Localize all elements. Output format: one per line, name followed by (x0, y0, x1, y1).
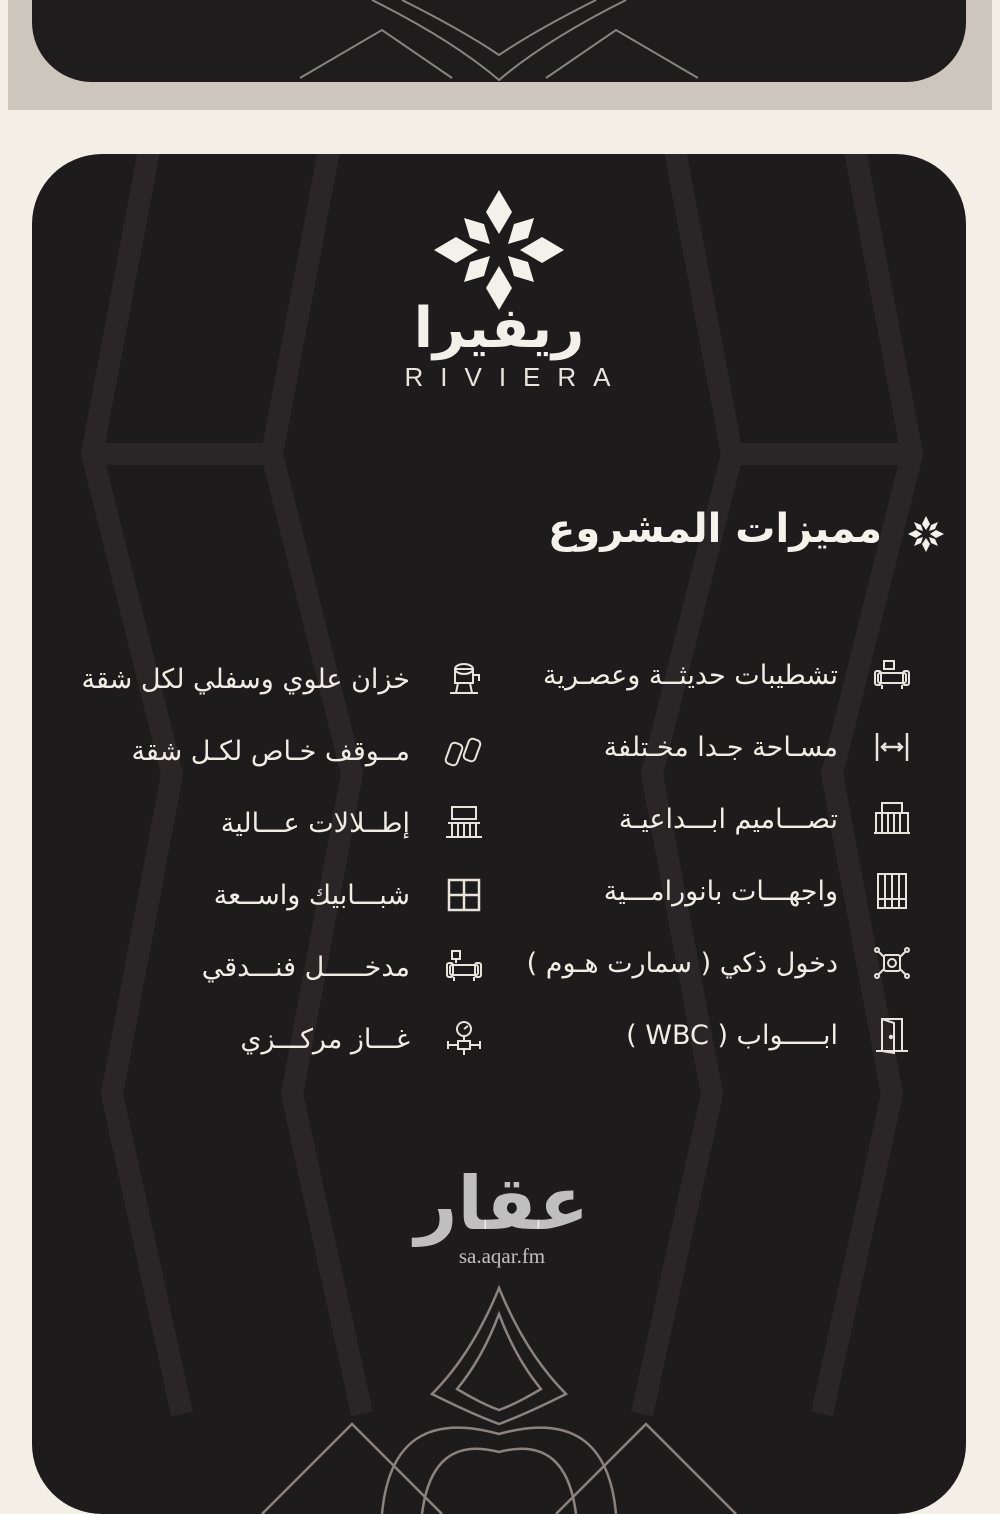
feature-label: تشطيبات حديثــة وعصـرية (542, 659, 838, 691)
door-icon (872, 1015, 912, 1055)
feature-item (64, 1014, 484, 1064)
balcony-icon (444, 803, 484, 843)
smart-home-icon (872, 943, 912, 983)
facade-icon (872, 871, 912, 911)
watermark-url: sa.aqar.fm (458, 1244, 546, 1268)
feature-item (492, 722, 912, 772)
building-icon (872, 799, 912, 839)
feature-label: شبـــابيك واســعة (213, 879, 410, 911)
window-icon (444, 875, 484, 915)
width-arrows-icon (872, 727, 912, 767)
feature-label: مسـاحة جـدا مخـتلفة (603, 731, 838, 763)
feature-item (64, 726, 484, 776)
lobby-icon (444, 947, 484, 987)
feature-label: واجهـــات بانورامـــية (603, 875, 838, 907)
section-title: مميزات المشروع (548, 506, 882, 552)
feature-item (64, 654, 484, 704)
feature-label: مــوقف خـاص لكـل شقة (131, 735, 410, 767)
brand-name-arabic: ريفيرا (413, 296, 585, 361)
feature-item (492, 794, 912, 844)
feature-label: مدخـــــل فنـــدقي (201, 951, 410, 983)
features-card (32, 154, 966, 1514)
feature-label: ابـــــواب ( WBC ) (626, 1019, 838, 1051)
feature-item (64, 798, 484, 848)
flower-star-icon (434, 190, 564, 310)
sparkle-icon (908, 516, 944, 552)
top-ornament (32, 0, 966, 82)
feature-label: إطــلالات عـــالية (220, 807, 410, 839)
feature-item (492, 1010, 912, 1060)
feature-label: تصـــاميم ابـــداعيـة (618, 803, 838, 835)
cars-icon (444, 731, 484, 771)
feature-item (492, 650, 912, 700)
feature-label: خزان علوي وسفلي لكل شقة (81, 663, 410, 695)
gas-meter-icon (444, 1019, 484, 1059)
brand-name-english: RIVIERA (404, 362, 628, 392)
watermark-name: عقار (414, 1161, 590, 1247)
water-tank-icon (444, 659, 484, 699)
feature-item (64, 942, 484, 992)
aqar-watermark (412, 1161, 592, 1269)
previous-card (32, 0, 966, 82)
feature-item (492, 866, 912, 916)
feature-label: دخول ذكي ( سمارت هـوم ) (526, 947, 838, 979)
bottom-ornament (32, 1274, 966, 1514)
feature-item (64, 870, 484, 920)
feature-item (492, 938, 912, 988)
sofa-icon (872, 655, 912, 695)
feature-label: غـــاز مركـــزي (240, 1023, 410, 1055)
